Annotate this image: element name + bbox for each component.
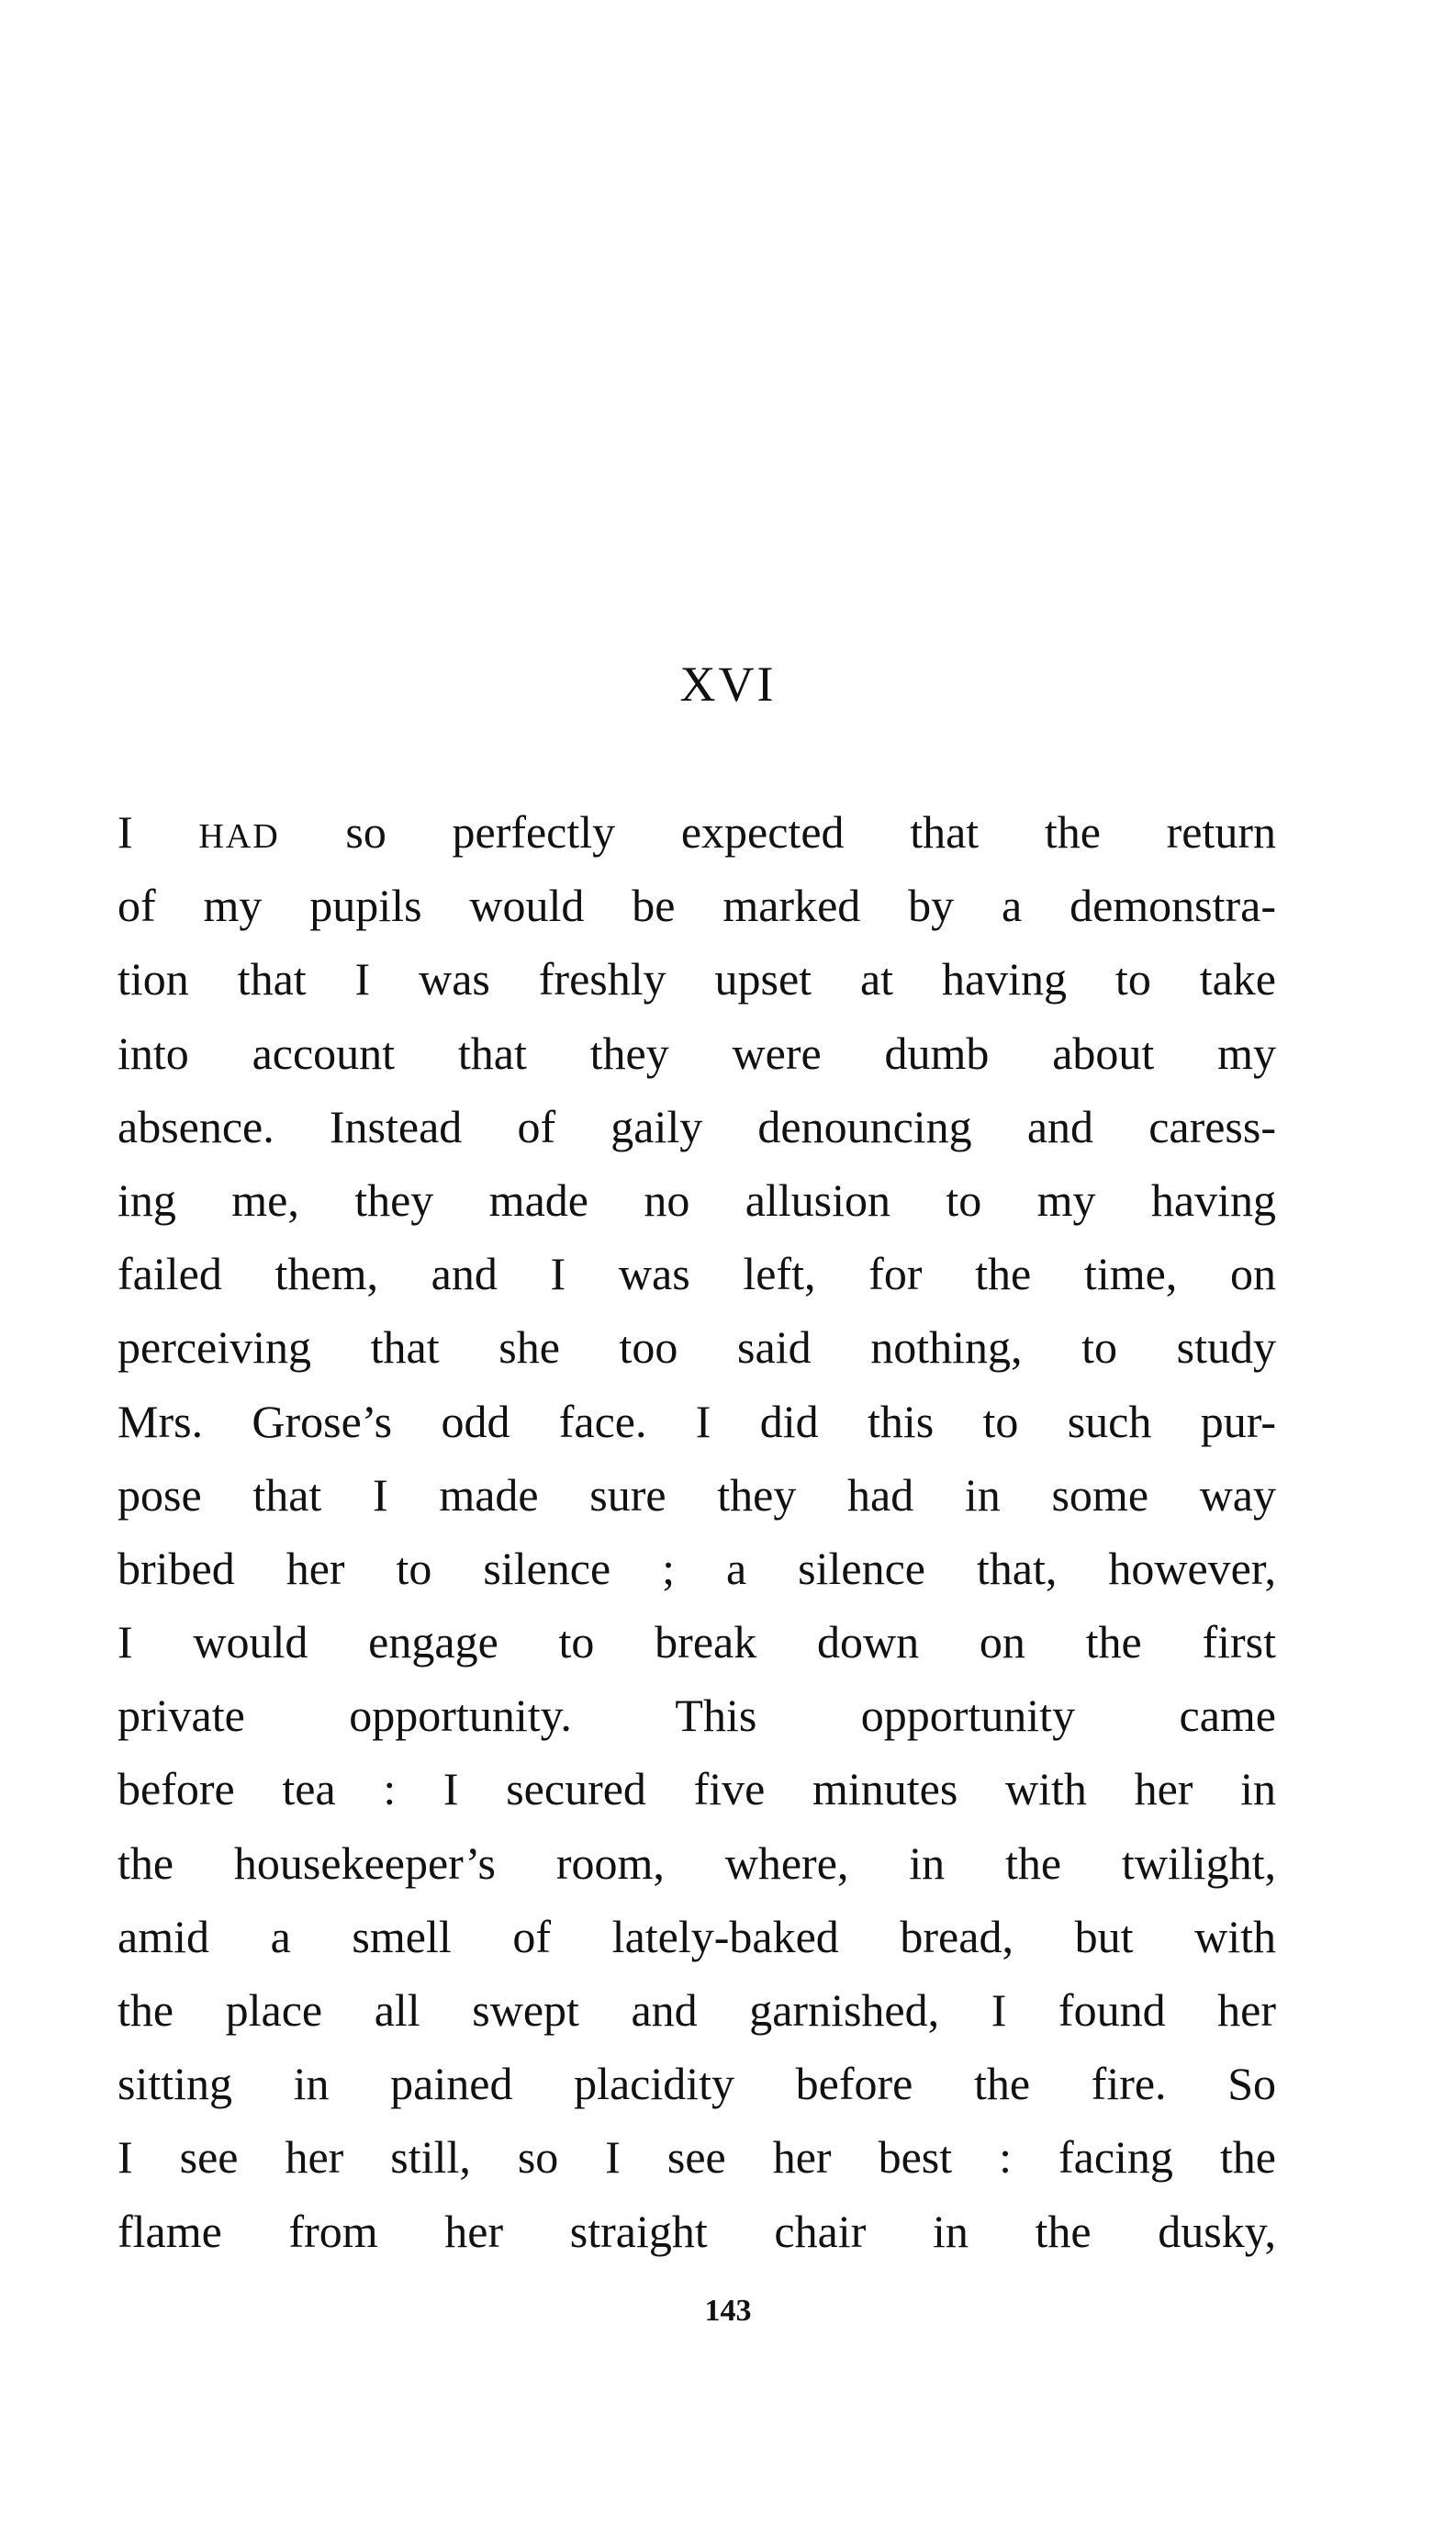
text-line: perceiving that she too said nothing, to study (118, 1321, 1276, 1374)
chapter-heading: XVI (679, 657, 777, 712)
text-line: pose that I made sure they had in some way (118, 1468, 1276, 1521)
text-line: into account that they were dumb about my (118, 1027, 1276, 1079)
text-line-1 (118, 795, 1276, 869)
text-line: I would engage to break down on the first (118, 1616, 1276, 1668)
chapter-text (118, 795, 1276, 2268)
text-line: I see her still, so I see her best : facing the (118, 2131, 1276, 2184)
text-line: ing me, they made no allusion to my having (118, 1174, 1276, 1226)
text-line: flame from her straight chair in the dusky, (118, 2205, 1276, 2257)
text-line: private opportunity. This opportunity came (118, 1690, 1276, 1742)
text-line: tion that I was freshly upset at having to take (118, 953, 1276, 1005)
text-line: Mrs. Grose’s odd face. I did this to such pur- (118, 1395, 1276, 1447)
text-line: amid a smell of lately-baked bread, but with (118, 1910, 1276, 1962)
text-line: of my pupils would be marked by a demonstra- (118, 880, 1276, 932)
text-line: failed them, and I was left, for the time, on (118, 1248, 1276, 1300)
page-number: 143 (704, 2294, 752, 2328)
text-line: bribed her to silence ; a silence that, however, (118, 1542, 1276, 1594)
opening-word: I (118, 806, 133, 858)
text-line: sitting in pained placidity before the fire. So (118, 2058, 1276, 2110)
text-line: the housekeeper’s room, where, in the twilight, (118, 1836, 1276, 1889)
text-line: absence. Instead of gaily denouncing and caress- (118, 1100, 1276, 1152)
text-line: before tea : I secured five minutes with her in (118, 1763, 1276, 1815)
opening-smallcaps: HAD (198, 817, 280, 856)
first-line-rest: so perfectly expected that the return (345, 806, 1276, 858)
text-line: the place all swept and garnished, I found her (118, 1984, 1276, 2036)
